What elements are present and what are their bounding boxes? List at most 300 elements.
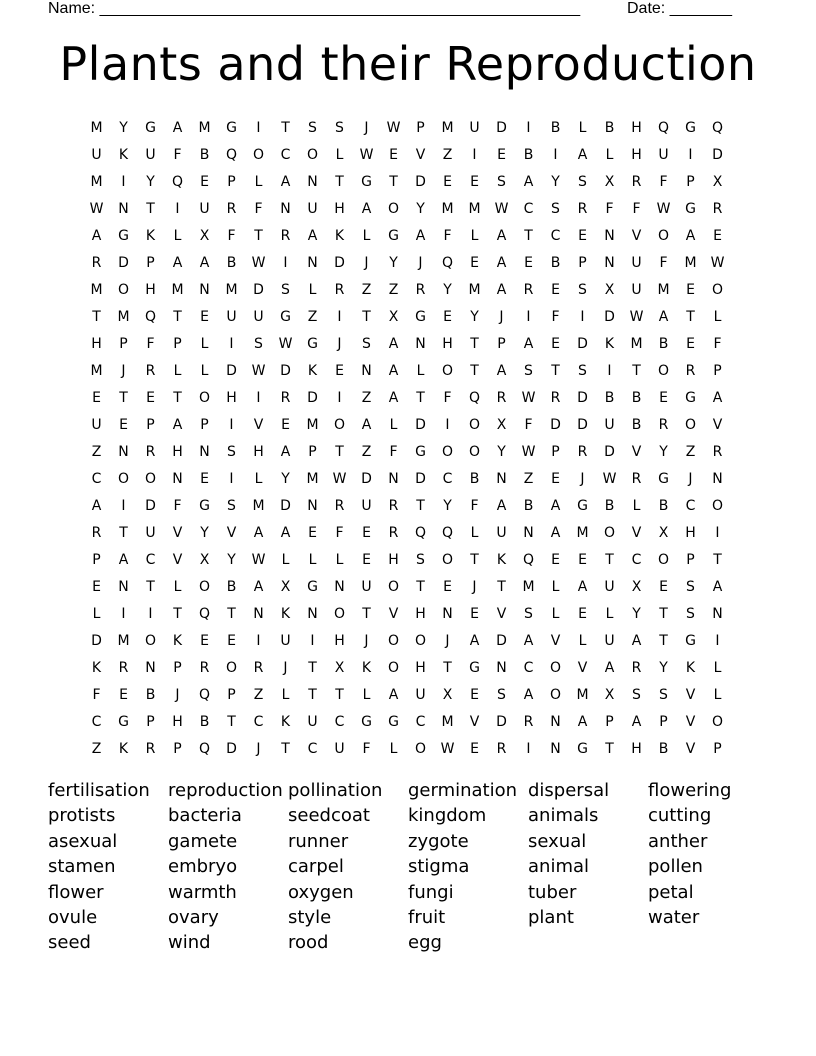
grid-letter: F bbox=[659, 254, 668, 271]
word-bank-item: water bbox=[648, 906, 700, 928]
word-bank-item: flowering bbox=[648, 780, 732, 801]
grid-letter: I bbox=[229, 470, 234, 487]
grid-letter: U bbox=[334, 740, 345, 757]
grid-letter: K bbox=[334, 227, 345, 244]
grid-letter: X bbox=[280, 578, 291, 595]
grid-letter: A bbox=[712, 578, 723, 595]
grid-letter: M bbox=[441, 119, 454, 136]
grid-letter: C bbox=[550, 227, 561, 244]
grid-letter: T bbox=[470, 362, 479, 379]
grid-letter: J bbox=[499, 308, 504, 325]
grid-letter: Q bbox=[198, 740, 211, 757]
grid-letter: V bbox=[577, 659, 588, 676]
grid-letter: N bbox=[334, 578, 345, 595]
grid-letter: L bbox=[281, 686, 290, 703]
grid-letter: T bbox=[308, 686, 317, 703]
grid-letter: T bbox=[227, 713, 236, 730]
grid-letter: B bbox=[631, 389, 642, 406]
grid-letter: T bbox=[686, 308, 695, 325]
grid-letter: A bbox=[361, 200, 372, 217]
grid-letter: E bbox=[470, 740, 479, 757]
grid-letter: N bbox=[550, 740, 561, 757]
grid-letter: O bbox=[684, 416, 697, 433]
grid-letter: G bbox=[388, 713, 399, 730]
grid-letter: U bbox=[145, 146, 156, 163]
grid-letter: W bbox=[602, 470, 617, 487]
grid-letter: Z bbox=[442, 146, 453, 163]
grid-letter: D bbox=[361, 470, 372, 487]
grid-letter: F bbox=[443, 389, 452, 406]
grid-letter: N bbox=[496, 470, 507, 487]
grid-letter: G bbox=[307, 335, 318, 352]
grid-letter: M bbox=[90, 173, 103, 190]
grid-letter: U bbox=[496, 524, 507, 541]
grid-letter: S bbox=[686, 578, 695, 595]
grid-letter: T bbox=[605, 551, 614, 568]
grid-letter: Q bbox=[144, 308, 157, 325]
grid-letter: O bbox=[441, 443, 454, 460]
grid-letter: Z bbox=[361, 389, 372, 406]
grid-letter: O bbox=[117, 281, 130, 298]
grid-letter: Y bbox=[443, 497, 452, 514]
grid-letter: P bbox=[119, 335, 128, 352]
grid-letter: B bbox=[145, 686, 156, 703]
grid-letter: A bbox=[91, 497, 102, 514]
grid-letter: J bbox=[364, 632, 369, 649]
grid-letter: A bbox=[658, 308, 669, 325]
grid-letter: O bbox=[711, 281, 724, 298]
grid-letter: I bbox=[337, 389, 342, 406]
word-bank-item: anther bbox=[648, 830, 708, 852]
grid-letter: D bbox=[307, 389, 318, 406]
grid-letter: E bbox=[470, 686, 479, 703]
grid-letter: A bbox=[280, 524, 291, 541]
grid-letter: G bbox=[685, 119, 696, 136]
grid-letter: Q bbox=[225, 146, 238, 163]
grid-letter: V bbox=[226, 524, 237, 541]
grid-letter: P bbox=[146, 416, 155, 433]
grid-letter: S bbox=[281, 281, 290, 298]
grid-letter: E bbox=[578, 605, 587, 622]
grid-letter: A bbox=[307, 227, 318, 244]
word-bank-item: seedcoat bbox=[288, 805, 370, 827]
grid-letter: J bbox=[337, 335, 342, 352]
grid-letter: N bbox=[145, 659, 156, 676]
grid-letter: T bbox=[92, 308, 101, 325]
grid-letter: N bbox=[307, 497, 318, 514]
grid-letter: J bbox=[418, 254, 423, 271]
word-bank-item: zygote bbox=[408, 830, 469, 852]
grid-letter: A bbox=[523, 335, 534, 352]
grid-letter: O bbox=[657, 227, 670, 244]
grid-letter: V bbox=[469, 713, 480, 730]
grid-letter: P bbox=[605, 713, 614, 730]
word-bank-item: dispersal bbox=[528, 780, 610, 801]
grid-letter: P bbox=[497, 335, 506, 352]
word-bank-item: pollination bbox=[288, 780, 383, 801]
grid-letter: Z bbox=[307, 308, 318, 325]
grid-letter: U bbox=[604, 578, 615, 595]
grid-letter: H bbox=[172, 713, 183, 730]
grid-letter: I bbox=[715, 632, 720, 649]
word-bank-item: seed bbox=[48, 932, 91, 954]
grid-letter: O bbox=[549, 659, 562, 676]
grid-letter: L bbox=[254, 470, 263, 487]
grid-letter: A bbox=[577, 146, 588, 163]
grid-letter: R bbox=[523, 281, 534, 298]
grid-letter: E bbox=[713, 227, 722, 244]
word-bank-item: stigma bbox=[408, 856, 470, 878]
grid-letter: F bbox=[227, 227, 236, 244]
grid-letter: N bbox=[388, 470, 399, 487]
grid-letter: T bbox=[416, 497, 425, 514]
grid-letter: T bbox=[389, 173, 398, 190]
grid-letter: D bbox=[496, 713, 507, 730]
grid-letter: W bbox=[710, 254, 725, 271]
word-bank-item: wind bbox=[168, 932, 211, 954]
grid-letter: P bbox=[686, 551, 695, 568]
page-title: Plants and their Reproduction bbox=[59, 37, 757, 91]
grid-letter: M bbox=[117, 632, 130, 649]
grid-letter: M bbox=[657, 281, 670, 298]
grid-letter: D bbox=[91, 632, 102, 649]
grid-letter: Y bbox=[659, 659, 668, 676]
grid-letter: T bbox=[659, 605, 668, 622]
grid-letter: W bbox=[656, 200, 671, 217]
grid-letter: D bbox=[118, 254, 129, 271]
grid-letter: J bbox=[688, 470, 693, 487]
word-bank-item: egg bbox=[408, 932, 442, 954]
grid-letter: L bbox=[335, 146, 344, 163]
grid-letter: L bbox=[200, 362, 209, 379]
grid-letter: K bbox=[118, 740, 129, 757]
grid-letter: I bbox=[256, 632, 261, 649]
grid-letter: X bbox=[658, 524, 669, 541]
grid-letter: A bbox=[361, 416, 372, 433]
grid-letter: U bbox=[91, 146, 102, 163]
grid-letter: L bbox=[605, 605, 614, 622]
grid-letter: Z bbox=[685, 443, 696, 460]
grid-letter: F bbox=[92, 686, 101, 703]
grid-letter: T bbox=[173, 389, 182, 406]
grid-letter: R bbox=[712, 200, 723, 217]
grid-letter: T bbox=[335, 443, 344, 460]
grid-letter: A bbox=[577, 713, 588, 730]
grid-letter: T bbox=[173, 308, 182, 325]
grid-letter: T bbox=[254, 227, 263, 244]
grid-letter: Y bbox=[200, 524, 209, 541]
grid-letter: L bbox=[173, 578, 182, 595]
grid-letter: R bbox=[145, 362, 156, 379]
grid-letter: M bbox=[90, 119, 103, 136]
grid-letter: D bbox=[280, 362, 291, 379]
grid-letter: D bbox=[604, 308, 615, 325]
grid-letter: L bbox=[551, 578, 560, 595]
grid-letter: H bbox=[226, 389, 237, 406]
grid-letter: I bbox=[121, 497, 126, 514]
grid-letter: B bbox=[199, 146, 210, 163]
grid-letter: Y bbox=[632, 605, 641, 622]
grid-letter: R bbox=[145, 740, 156, 757]
grid-letter: M bbox=[171, 281, 184, 298]
grid-letter: P bbox=[659, 713, 668, 730]
grid-letter: D bbox=[253, 281, 264, 298]
grid-letter: W bbox=[251, 254, 266, 271]
grid-letter: U bbox=[415, 686, 426, 703]
grid-letter: B bbox=[658, 335, 669, 352]
grid-letter: G bbox=[577, 740, 588, 757]
grid-letter: B bbox=[226, 578, 237, 595]
grid-letter: H bbox=[685, 524, 696, 541]
grid-letter: U bbox=[280, 632, 291, 649]
grid-letter: C bbox=[253, 713, 264, 730]
grid-letter: J bbox=[472, 578, 477, 595]
grid-letter: L bbox=[632, 497, 641, 514]
grid-letter: S bbox=[686, 605, 695, 622]
grid-letter: X bbox=[334, 659, 345, 676]
grid-letter: G bbox=[415, 443, 426, 460]
grid-letter: Z bbox=[253, 686, 264, 703]
grid-letter: D bbox=[145, 497, 156, 514]
grid-letter: T bbox=[470, 335, 479, 352]
grid-letter: J bbox=[445, 632, 450, 649]
grid-letter: M bbox=[252, 497, 265, 514]
grid-letter: N bbox=[253, 605, 264, 622]
grid-letter: E bbox=[443, 308, 452, 325]
grid-letter: L bbox=[578, 119, 587, 136]
grid-letter: P bbox=[713, 362, 722, 379]
grid-letter: U bbox=[631, 281, 642, 298]
grid-letter: V bbox=[685, 713, 696, 730]
grid-letter: O bbox=[468, 416, 481, 433]
word-bank-item: kingdom bbox=[408, 805, 487, 827]
grid-letter: K bbox=[118, 146, 129, 163]
grid-letter: R bbox=[280, 227, 291, 244]
grid-letter: R bbox=[280, 389, 291, 406]
grid-letter: T bbox=[281, 119, 290, 136]
grid-letter: N bbox=[550, 713, 561, 730]
grid-letter: E bbox=[362, 524, 371, 541]
grid-letter: Z bbox=[91, 740, 102, 757]
grid-letter: O bbox=[441, 362, 454, 379]
grid-letter: D bbox=[496, 119, 507, 136]
grid-letter: I bbox=[121, 605, 126, 622]
grid-letter: E bbox=[92, 389, 101, 406]
grid-letter: G bbox=[415, 308, 426, 325]
grid-letter: F bbox=[146, 335, 155, 352]
grid-letter: F bbox=[524, 416, 533, 433]
grid-letter: N bbox=[307, 605, 318, 622]
grid-letter: H bbox=[442, 335, 453, 352]
grid-letter: L bbox=[713, 308, 722, 325]
grid-letter: T bbox=[416, 389, 425, 406]
grid-letter: A bbox=[199, 254, 210, 271]
grid-letter: Y bbox=[551, 173, 560, 190]
grid-letter: B bbox=[523, 146, 534, 163]
word-bank bbox=[48, 780, 768, 958]
grid-letter: V bbox=[712, 416, 723, 433]
grid-letter: F bbox=[254, 200, 263, 217]
grid-letter: D bbox=[577, 335, 588, 352]
grid-letter: R bbox=[226, 200, 237, 217]
grid-letter: Z bbox=[361, 443, 372, 460]
grid-letter: O bbox=[144, 470, 157, 487]
grid-letter: T bbox=[362, 308, 371, 325]
grid-letter: T bbox=[146, 578, 155, 595]
grid-letter: W bbox=[251, 362, 266, 379]
word-bank-item: cutting bbox=[648, 805, 712, 827]
grid-letter: A bbox=[496, 497, 507, 514]
grid-letter: T bbox=[362, 605, 371, 622]
grid-letter: G bbox=[226, 119, 237, 136]
grid-letter: T bbox=[416, 578, 425, 595]
grid-letter: T bbox=[632, 362, 641, 379]
grid-letter: I bbox=[337, 308, 342, 325]
grid-letter: F bbox=[389, 443, 398, 460]
grid-letter: A bbox=[469, 632, 480, 649]
grid-letter: R bbox=[577, 200, 588, 217]
grid-letter: T bbox=[335, 686, 344, 703]
grid-letter: H bbox=[388, 551, 399, 568]
grid-letter: E bbox=[578, 551, 587, 568]
grid-letter: A bbox=[388, 389, 399, 406]
grid-letter: O bbox=[414, 740, 427, 757]
grid-letter: E bbox=[443, 578, 452, 595]
grid-letter: N bbox=[118, 578, 129, 595]
grid-letter: L bbox=[362, 686, 371, 703]
grid-letter: A bbox=[631, 632, 642, 649]
grid-letter: B bbox=[658, 497, 669, 514]
grid-letter: C bbox=[631, 551, 642, 568]
grid-letter: L bbox=[389, 416, 398, 433]
grid-letter: L bbox=[551, 605, 560, 622]
grid-letter: W bbox=[359, 146, 374, 163]
grid-letter: O bbox=[387, 200, 400, 217]
grid-letter: M bbox=[522, 578, 535, 595]
grid-letter: N bbox=[442, 605, 453, 622]
grid-letter: W bbox=[521, 389, 536, 406]
grid-letter: X bbox=[712, 173, 723, 190]
grid-letter: T bbox=[146, 200, 155, 217]
grid-letter: I bbox=[175, 200, 180, 217]
grid-letter: X bbox=[496, 416, 507, 433]
grid-letter: S bbox=[578, 173, 587, 190]
grid-letter: H bbox=[253, 443, 264, 460]
grid-letter: E bbox=[659, 389, 668, 406]
grid-letter: K bbox=[145, 227, 156, 244]
grid-letter: H bbox=[91, 335, 102, 352]
grid-letter: H bbox=[145, 281, 156, 298]
grid-letter: D bbox=[226, 740, 237, 757]
grid-letter: V bbox=[631, 524, 642, 541]
grid-letter: A bbox=[388, 335, 399, 352]
grid-letter: B bbox=[469, 470, 480, 487]
grid-letter: F bbox=[173, 146, 182, 163]
grid-letter: T bbox=[497, 578, 506, 595]
grid-letter: E bbox=[200, 308, 209, 325]
grid-letter: A bbox=[388, 686, 399, 703]
grid-letter: I bbox=[580, 308, 585, 325]
grid-letter: G bbox=[685, 389, 696, 406]
grid-letter: Q bbox=[414, 524, 427, 541]
grid-letter: N bbox=[361, 362, 372, 379]
grid-letter: N bbox=[604, 254, 615, 271]
word-bank-item: reproduction bbox=[168, 780, 283, 801]
grid-letter: U bbox=[307, 713, 318, 730]
grid-letter: S bbox=[578, 281, 587, 298]
grid-letter: E bbox=[92, 578, 101, 595]
grid-letter: C bbox=[334, 713, 345, 730]
grid-letter: T bbox=[524, 227, 533, 244]
grid-letter: Q bbox=[711, 119, 724, 136]
grid-letter: A bbox=[118, 551, 129, 568]
grid-letter: S bbox=[497, 686, 506, 703]
grid-letter: A bbox=[253, 524, 264, 541]
word-bank-item: animal bbox=[528, 856, 590, 878]
grid-letter: R bbox=[145, 443, 156, 460]
grid-letter: N bbox=[307, 254, 318, 271]
grid-letter: I bbox=[715, 524, 720, 541]
grid-letter: M bbox=[441, 200, 454, 217]
grid-letter: P bbox=[416, 119, 425, 136]
grid-letter: S bbox=[551, 200, 560, 217]
grid-letter: F bbox=[605, 200, 614, 217]
grid-letter: T bbox=[281, 740, 290, 757]
grid-letter: W bbox=[521, 443, 536, 460]
grid-letter: D bbox=[334, 254, 345, 271]
grid-letter: R bbox=[415, 281, 426, 298]
grid-letter: O bbox=[333, 416, 346, 433]
grid-letter: H bbox=[415, 605, 426, 622]
grid-letter: J bbox=[175, 686, 180, 703]
grid-letter: E bbox=[551, 281, 560, 298]
grid-letter: E bbox=[227, 632, 236, 649]
grid-letter: M bbox=[441, 713, 454, 730]
grid-letter: O bbox=[414, 632, 427, 649]
grid-letter: L bbox=[578, 632, 587, 649]
grid-letter: O bbox=[144, 632, 157, 649]
grid-letter: O bbox=[225, 659, 238, 676]
grid-letter: C bbox=[442, 470, 453, 487]
grid-letter: O bbox=[306, 146, 319, 163]
grid-letter: Z bbox=[91, 443, 102, 460]
grid-letter: I bbox=[607, 362, 612, 379]
grid-letter: G bbox=[658, 470, 669, 487]
grid-letter: P bbox=[173, 335, 182, 352]
grid-letter: R bbox=[253, 659, 264, 676]
grid-letter: H bbox=[415, 659, 426, 676]
grid-letter: N bbox=[118, 200, 129, 217]
grid-letter: D bbox=[280, 497, 291, 514]
grid-letter: K bbox=[361, 659, 372, 676]
grid-letter: V bbox=[685, 740, 696, 757]
grid-letter: C bbox=[91, 470, 102, 487]
grid-letter: R bbox=[334, 497, 345, 514]
grid-letter: S bbox=[524, 605, 533, 622]
grid-letter: Q bbox=[198, 605, 211, 622]
grid-letter: D bbox=[496, 632, 507, 649]
grid-letter: M bbox=[468, 200, 481, 217]
word-bank-item: fruit bbox=[408, 906, 446, 928]
grid-letter: M bbox=[198, 119, 211, 136]
grid-letter: V bbox=[631, 443, 642, 460]
grid-letter: S bbox=[659, 686, 668, 703]
word-bank-item: germination bbox=[408, 780, 518, 801]
grid-letter: H bbox=[631, 146, 642, 163]
grid-letter: A bbox=[712, 389, 723, 406]
grid-letter: L bbox=[335, 551, 344, 568]
grid-letter: G bbox=[280, 308, 291, 325]
